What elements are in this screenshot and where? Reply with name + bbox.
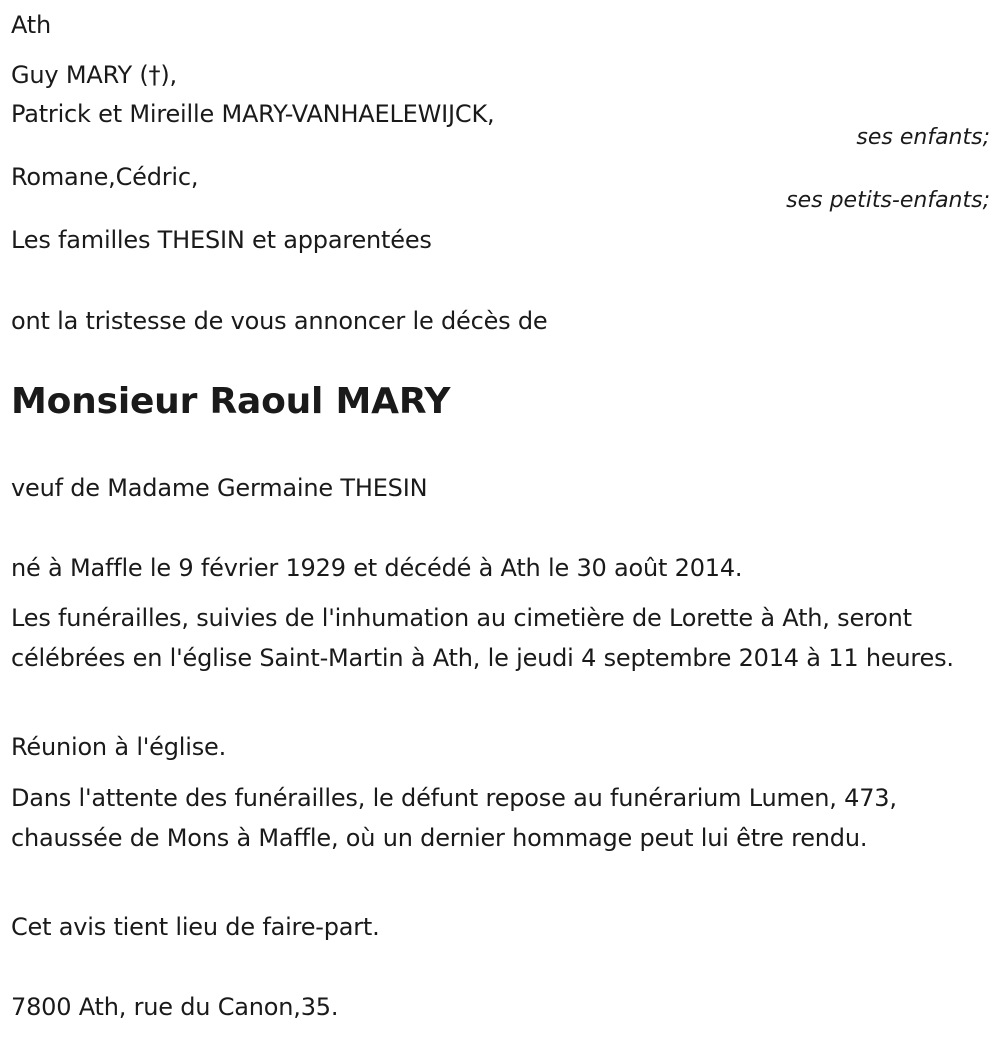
grandchildren-label: ses petits-enfants; (786, 188, 990, 213)
deceased-name: Monsieur Raoul MARY (11, 381, 451, 422)
family-line-2: Patrick et Mireille MARY-VANHAELEWIJCK, (11, 100, 495, 128)
birth-death-line: né à Maffle le 9 février 1929 et décédé à Ath le 30 août 2014. (11, 554, 743, 582)
funeral-paragraph: Les funérailles, suivies de l'inhumation au cimetière de Lorette à Ath, seront célébrées en l'église Saint-Martin à Ath, le jeudi 4 septembre 2014 à 11 heures. (11, 604, 954, 672)
city-heading: Ath (11, 11, 52, 39)
address-line: 7800 Ath, rue du Canon,35. (11, 993, 339, 1021)
meeting-line: Réunion à l'église. (11, 733, 227, 761)
children-label: ses enfants; (856, 125, 990, 150)
other-families-line: Les familles THESIN et apparentées (11, 226, 432, 254)
announcement-intro: ont la tristesse de vous annoncer le décès de (11, 307, 548, 335)
family-line-1: Guy MARY (†), (11, 61, 177, 89)
widower-line: veuf de Madame Germaine THESIN (11, 474, 428, 502)
rest-paragraph: Dans l'attente des funérailles, le défunt repose au funérarium Lumen, 473, chaussée de Mons à Maffle, où un dernier hommage peut lui être rendu. (11, 784, 897, 852)
grandchildren-line: Romane,Cédric, (11, 163, 199, 191)
notice-line: Cet avis tient lieu de faire-part. (11, 913, 380, 941)
